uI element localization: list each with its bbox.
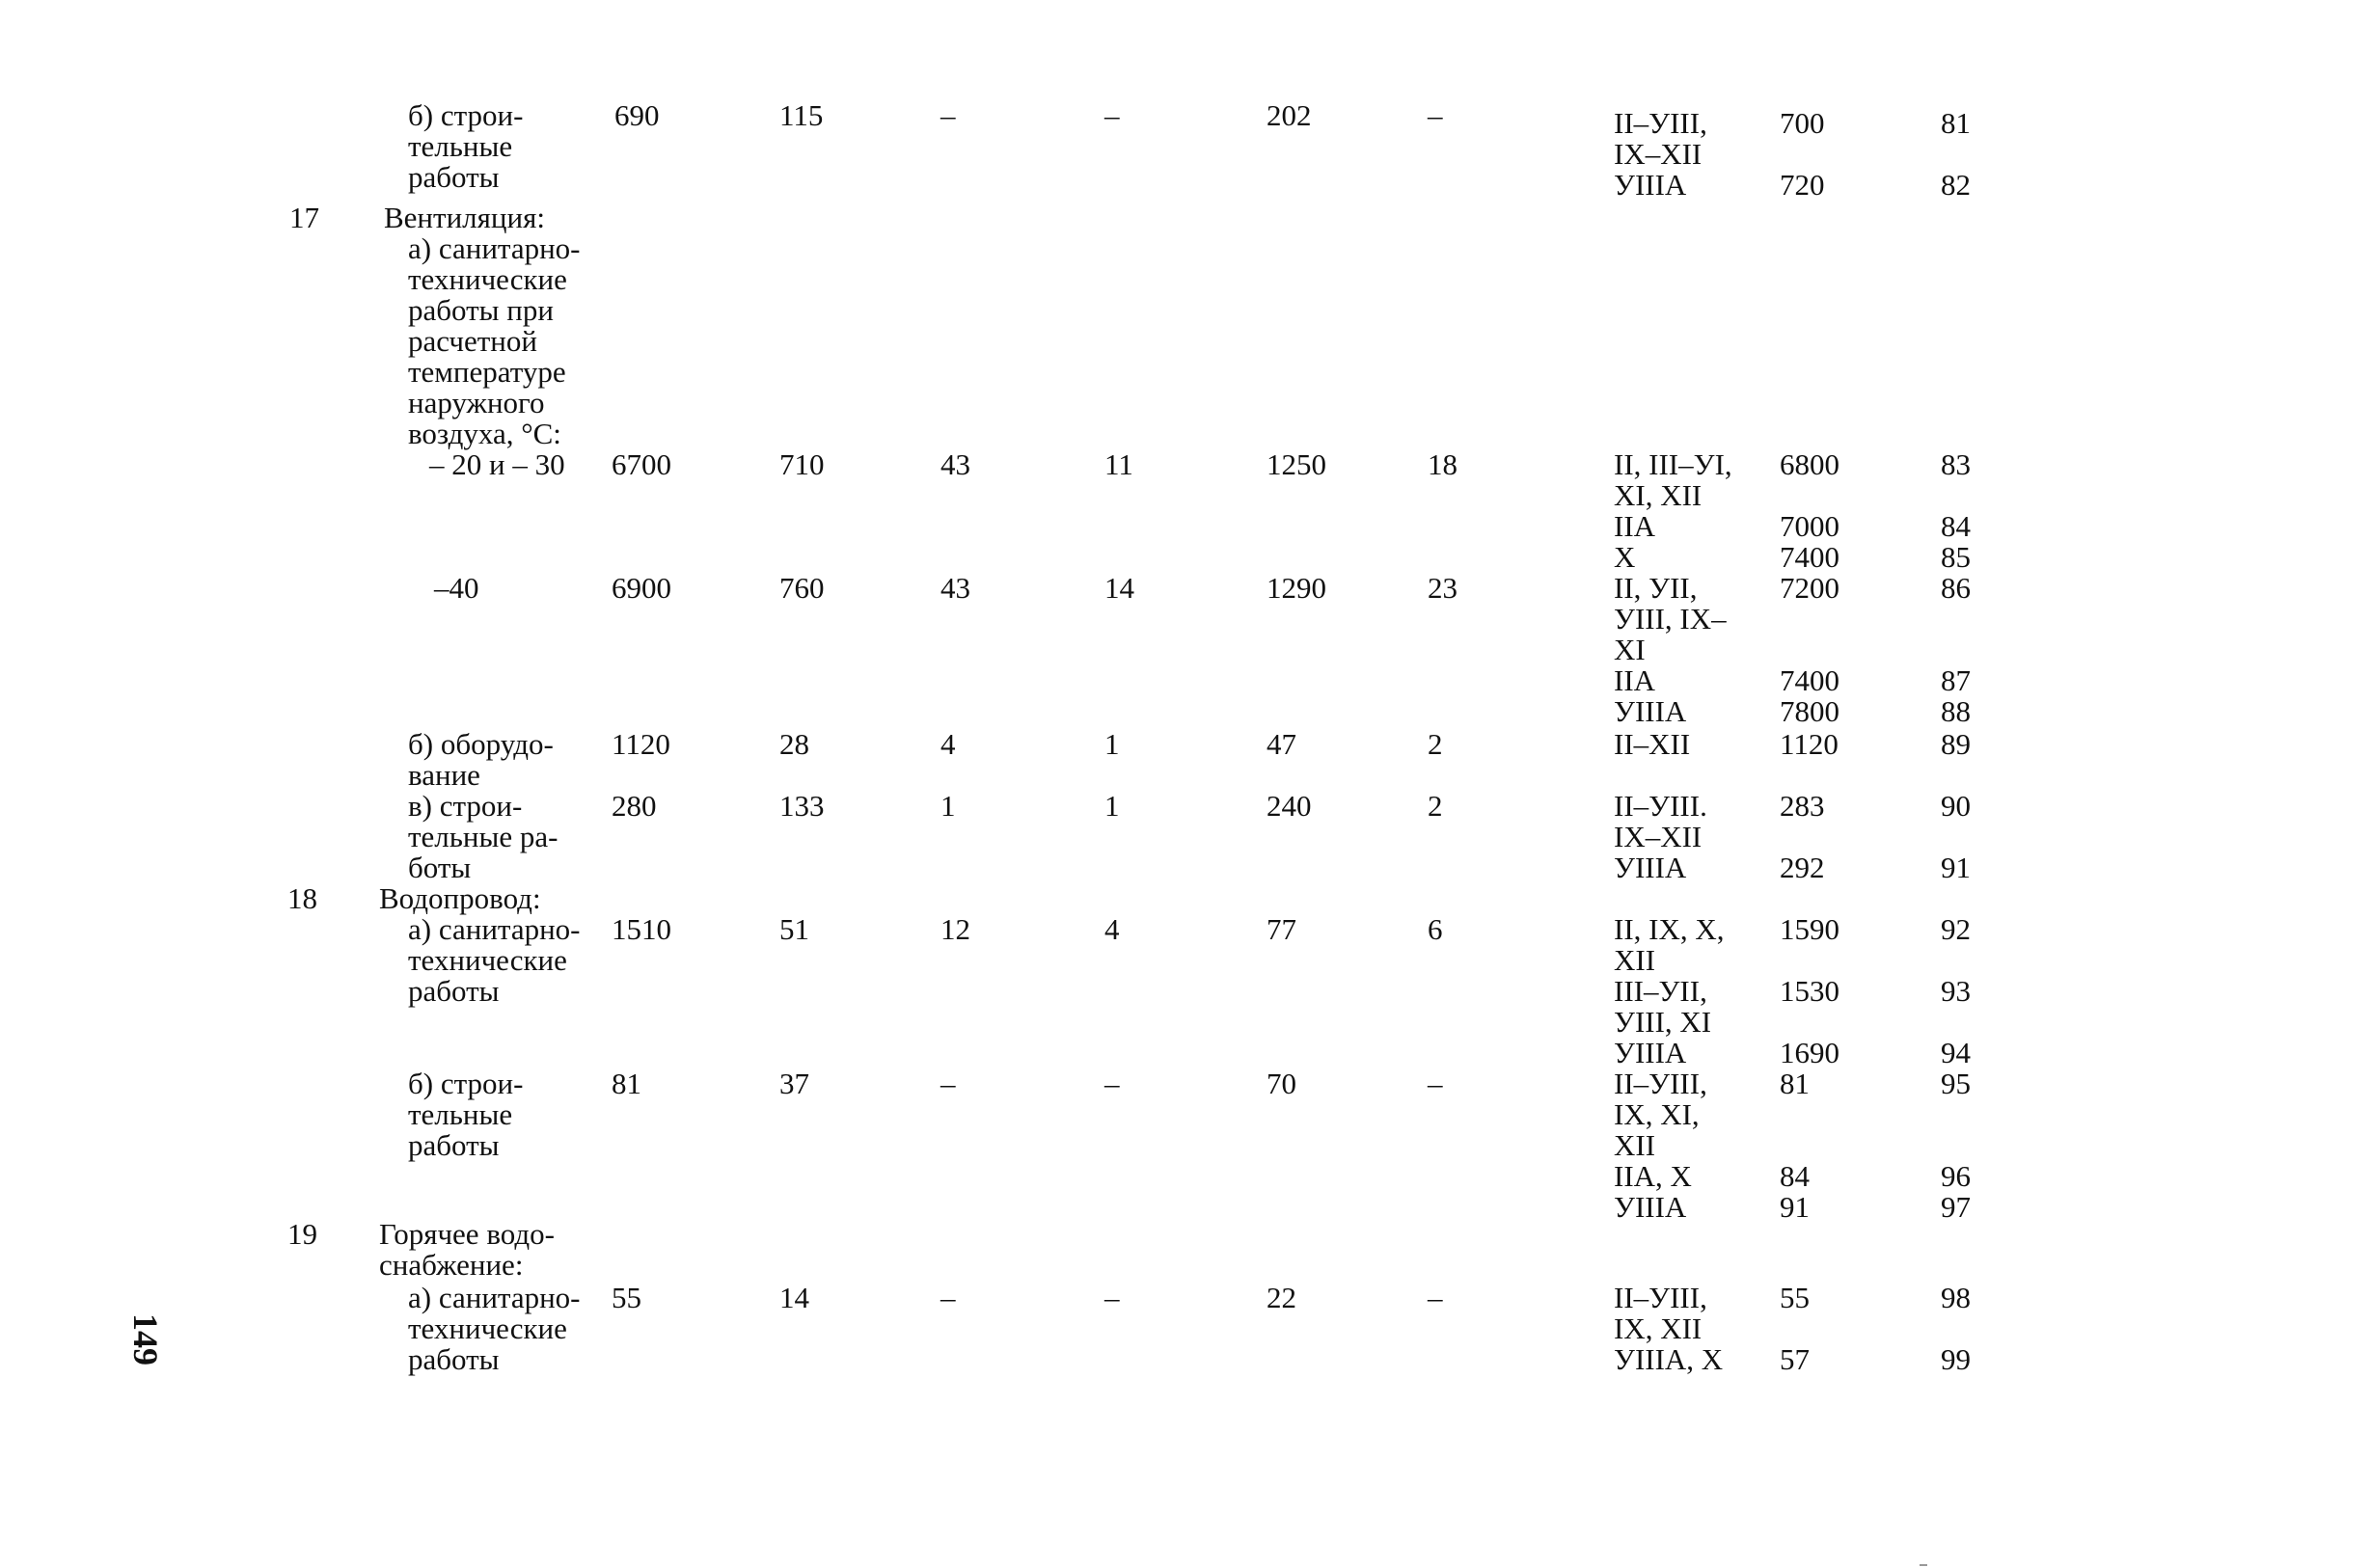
group-ref: УIIIА [1614,168,1687,202]
cell: 4 [940,727,956,761]
position-number: 91 [1941,851,1971,884]
row-name: работы [408,160,500,194]
row-name: технические [408,262,567,296]
group-ref: УIII, IX– [1614,602,1727,635]
cell: 280 [612,789,657,823]
cell: 6 [1428,912,1443,946]
position-number: 96 [1941,1159,1971,1193]
position-number: 94 [1941,1036,1971,1069]
row-name: технические [408,943,567,977]
position-number: 85 [1941,540,1971,574]
cell: 690 [614,98,660,132]
cell: 710 [779,447,825,481]
group-ref: УIIIА [1614,1036,1687,1069]
cell: 18 [1428,447,1457,481]
cell: 1120 [612,727,670,761]
item-number: 17 [289,201,319,234]
row-name: в) строи- [408,789,523,823]
price: 1120 [1780,727,1839,761]
group-ref: УIIIА [1614,694,1687,728]
price: 6800 [1780,447,1839,481]
group-ref: IIА [1614,663,1656,697]
row-label: – 20 и – 30 [429,447,565,481]
row-name: боты [408,851,472,884]
group-ref: X [1614,540,1636,574]
row-name: а) санитарно- [408,912,581,946]
row-name: тельные [408,129,513,163]
row-name: работы [408,1342,500,1376]
cell: 77 [1267,912,1296,946]
cell: – [940,1281,956,1314]
cell: 43 [940,447,970,481]
group-ref: УIIIА [1614,1190,1687,1224]
price: 57 [1780,1342,1810,1376]
cell: – [1428,1281,1443,1314]
price: 55 [1780,1281,1810,1314]
cell: 81 [612,1067,641,1100]
row-name: а) санитарно- [408,231,581,265]
position-number: 89 [1941,727,1971,761]
row-name: тельные [408,1097,513,1131]
group-ref: III–УII, [1614,974,1707,1008]
cell: 28 [779,727,809,761]
row-name: воздуха, °С: [408,417,561,450]
row-name: б) оборудо- [408,727,554,761]
group-ref: II, III–УI, [1614,447,1732,481]
item-number: 19 [287,1217,317,1251]
position-number: 98 [1941,1281,1971,1314]
cell: 12 [940,912,970,946]
group-ref: XII [1614,1128,1656,1162]
price: 7400 [1780,540,1839,574]
cell: 202 [1267,98,1312,132]
group-ref: II, УII, [1614,571,1698,605]
cell: – [1428,1067,1443,1100]
position-number: 84 [1941,509,1971,543]
cell: 1250 [1267,447,1326,481]
group-ref: II–УIII. [1614,789,1707,823]
position-number: 88 [1941,694,1971,728]
group-ref: II–XII [1614,727,1691,761]
cell: – [1104,1281,1120,1314]
row-name: технические [408,1311,567,1345]
group-ref: IX–XII [1614,137,1703,171]
cell: 1290 [1267,571,1326,605]
group-ref: IX, XII [1614,1311,1703,1345]
position-number: 81 [1941,106,1971,140]
position-number: 95 [1941,1067,1971,1100]
cell: – [940,1067,956,1100]
cell: – [940,98,956,132]
position-number: 99 [1941,1342,1971,1376]
cell: 133 [779,789,825,823]
group-ref: II, IX, X, [1614,912,1725,946]
group-ref: II–УIII, [1614,106,1707,140]
row-name: работы [408,974,500,1008]
cell: 1 [940,789,956,823]
cell: 51 [779,912,809,946]
group-ref: УIIIА, X [1614,1342,1724,1376]
position-number: 90 [1941,789,1971,823]
price: 1590 [1780,912,1839,946]
group-ref: XI [1614,633,1646,666]
price: 7800 [1780,694,1839,728]
cell: 115 [779,98,824,132]
row-name: работы при [408,293,554,327]
cell: 6700 [612,447,671,481]
cell: 1 [1104,727,1120,761]
group-ref: XI, XII [1614,478,1703,512]
group-ref: II–УIII, [1614,1281,1707,1314]
row-name: вание [408,758,480,792]
price: 700 [1780,106,1825,140]
group-ref: II–УIII, [1614,1067,1707,1100]
cell: 240 [1267,789,1312,823]
section-title: Вентиляция: [384,201,545,234]
price: 1530 [1780,974,1839,1008]
row-name: б) строи- [408,1067,524,1100]
page-number: 149 [126,1313,165,1365]
cell: 14 [1104,571,1134,605]
cell: – [1104,98,1120,132]
cell: 11 [1104,447,1133,481]
position-number: 97 [1941,1190,1971,1224]
row-label: –40 [434,571,479,605]
cell: 43 [940,571,970,605]
row-name: температуре [408,355,566,389]
cell: 2 [1428,789,1443,823]
cell: 760 [779,571,825,605]
cell: 70 [1267,1067,1296,1100]
position-number: 93 [1941,974,1971,1008]
group-ref: IX, XI, [1614,1097,1700,1131]
cell: 2 [1428,727,1443,761]
item-number: 18 [287,881,317,915]
position-number: 87 [1941,663,1971,697]
cell: – [1428,98,1443,132]
cell: 37 [779,1067,809,1100]
position-number: 83 [1941,447,1971,481]
price: 292 [1780,851,1825,884]
price: 283 [1780,789,1825,823]
row-name: а) санитарно- [408,1281,581,1314]
section-title: снабжение: [379,1248,524,1282]
group-ref: IIА [1614,509,1656,543]
price: 7200 [1780,571,1839,605]
group-ref: IX–XII [1614,820,1703,853]
cell: 6900 [612,571,671,605]
position-number: 82 [1941,168,1971,202]
position-number: 86 [1941,571,1971,605]
price: 720 [1780,168,1825,202]
cell: 23 [1428,571,1457,605]
row-name: тельные ра- [408,820,558,853]
price: 1690 [1780,1036,1839,1069]
position-number: 92 [1941,912,1971,946]
price: 91 [1780,1190,1810,1224]
price: 7000 [1780,509,1839,543]
cell: 47 [1267,727,1296,761]
cell: 22 [1267,1281,1296,1314]
row-name: расчетной [408,324,537,358]
group-ref: УIII, XI [1614,1005,1712,1039]
cell: 14 [779,1281,809,1314]
cell: 1510 [612,912,671,946]
row-name: работы [408,1128,500,1162]
row-name: наружного [408,386,545,419]
cell: 1 [1104,789,1120,823]
price: 7400 [1780,663,1839,697]
cell: 55 [612,1281,641,1314]
section-title: Водопровод: [379,881,541,915]
cell: – [1104,1067,1120,1100]
group-ref: XII [1614,943,1656,977]
section-title: Горячее водо- [379,1217,555,1251]
price: 84 [1780,1159,1810,1193]
group-ref: IIА, X [1614,1159,1692,1193]
scan-speck [1920,1564,1927,1566]
cell: 4 [1104,912,1120,946]
price: 81 [1780,1067,1810,1100]
row-name: б) строи- [408,98,524,132]
group-ref: УIIIА [1614,851,1687,884]
